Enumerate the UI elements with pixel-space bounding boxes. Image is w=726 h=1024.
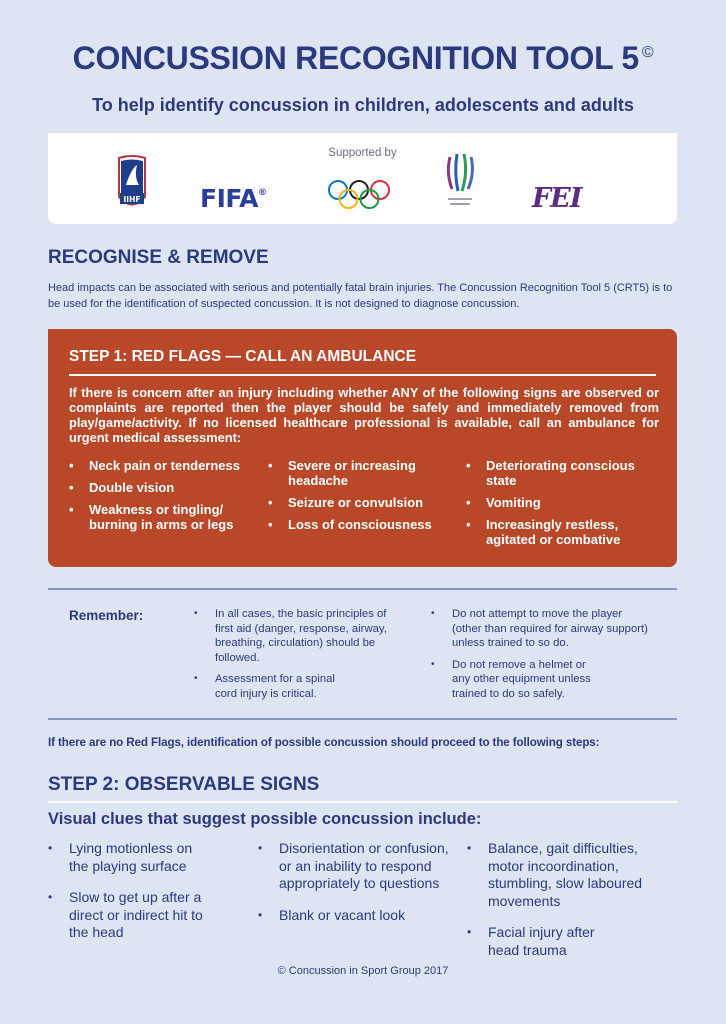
sponsor-panel bbox=[48, 133, 677, 224]
page-subtitle: To help identify concussion in children, adolescents and adults bbox=[92, 95, 634, 115]
red-flag-item: • Vomiting bbox=[466, 495, 656, 510]
observable-sign-item: • Facial injury after head trauma bbox=[467, 924, 667, 959]
remember-column-2 bbox=[431, 607, 651, 701]
copyright-footer: © Concussion in Sport Group 2017 bbox=[277, 965, 449, 977]
red-flag-item: • Deteriorating conscious state bbox=[466, 458, 656, 488]
red-flag-item: • Loss of consciousness bbox=[268, 517, 448, 532]
observable-sign-item: • Blank or vacant look bbox=[258, 907, 453, 925]
step2-subheading: Visual clues that suggest possible concussion include: bbox=[48, 810, 482, 828]
red-flags-column-2 bbox=[268, 458, 448, 532]
remember-item: • Do not remove a helmet or any other equipment unless trained to do so safely. bbox=[431, 658, 651, 702]
red-flag-item: • Increasingly restless, agitated or combative bbox=[466, 517, 656, 547]
observable-signs-column-3 bbox=[467, 840, 667, 959]
red-flags-box bbox=[48, 329, 677, 567]
remember-top-divider bbox=[48, 588, 677, 590]
page-title: CONCUSSION RECOGNITION TOOL 5 © bbox=[72, 40, 654, 76]
observable-signs-column-2 bbox=[258, 840, 453, 924]
red-flag-item: • Weakness or tingling/ burning in arms or legs bbox=[69, 502, 249, 532]
remember-item: • Assessment for a spinal cord injury is critical. bbox=[194, 672, 399, 701]
remember-label: Remember: bbox=[69, 608, 144, 623]
fifa-logo: FIFA® bbox=[200, 184, 267, 213]
copyright-mark: © bbox=[641, 44, 654, 61]
red-flag-item: • Neck pain or tenderness bbox=[69, 458, 249, 473]
red-flag-item: • Severe or increasing headache bbox=[268, 458, 448, 488]
red-flags-column-1 bbox=[69, 458, 249, 532]
step1-heading: STEP 1: RED FLAGS — CALL AN AMBULANCE bbox=[69, 348, 417, 365]
observable-signs-column-1 bbox=[48, 840, 218, 942]
remember-column-1 bbox=[194, 607, 399, 701]
red-flags-column-3 bbox=[466, 458, 656, 547]
world-rugby-logo bbox=[442, 151, 478, 211]
remember-item: • Do not attempt to move the player (other than required for airway support) unless trained to so do. bbox=[431, 607, 651, 651]
iihf-logo-text: IIHF bbox=[123, 195, 141, 204]
supported-by-label: Supported by bbox=[328, 147, 397, 159]
red-flag-item: • Double vision bbox=[69, 480, 249, 495]
step1-instruction: If there is concern after an injury including whether ANY of the following signs are observed or complaints are reported then the player should be safely and immediately removed from play/game/activity. If no licensed healthcare professional is available, call an ambulance for urgent medical assessment: bbox=[69, 385, 659, 445]
step2-heading: STEP 2: OBSERVABLE SIGNS bbox=[48, 774, 320, 795]
fei-logo: FEI bbox=[532, 183, 582, 214]
observable-sign-item: • Balance, gait difficulties, motor incoordination, stumbling, slow laboured movements bbox=[467, 840, 667, 910]
remember-item: • In all cases, the basic principles of first aid (danger, response, airway, breathing, circulation) should be followed. bbox=[194, 607, 399, 665]
step1-divider bbox=[69, 374, 656, 376]
red-flag-item: • Seizure or convulsion bbox=[268, 495, 448, 510]
step2-divider bbox=[48, 801, 677, 803]
observable-sign-item: • Slow to get up after a direct or indirect hit to the head bbox=[48, 889, 218, 942]
intro-text: Head impacts can be associated with serious and potentially fatal brain injuries. The Concussion Recognition Tool 5 (CRT5) is to be used for the identification of suspected concussion. It is not designed to diagnose concussion. bbox=[48, 282, 673, 310]
remember-bottom-divider bbox=[48, 718, 677, 720]
recognise-remove-heading: RECOGNISE & REMOVE bbox=[48, 247, 269, 268]
observable-sign-item: • Disorientation or confusion, or an inability to respond appropriately to questions bbox=[258, 840, 453, 893]
no-red-flags-note: If there are no Red Flags, identification of possible concussion should proceed to the following steps: bbox=[48, 736, 600, 749]
olympic-rings-logo bbox=[327, 179, 391, 211]
observable-sign-item: • Lying motionless on the playing surface bbox=[48, 840, 218, 875]
iihf-logo bbox=[117, 155, 147, 212]
